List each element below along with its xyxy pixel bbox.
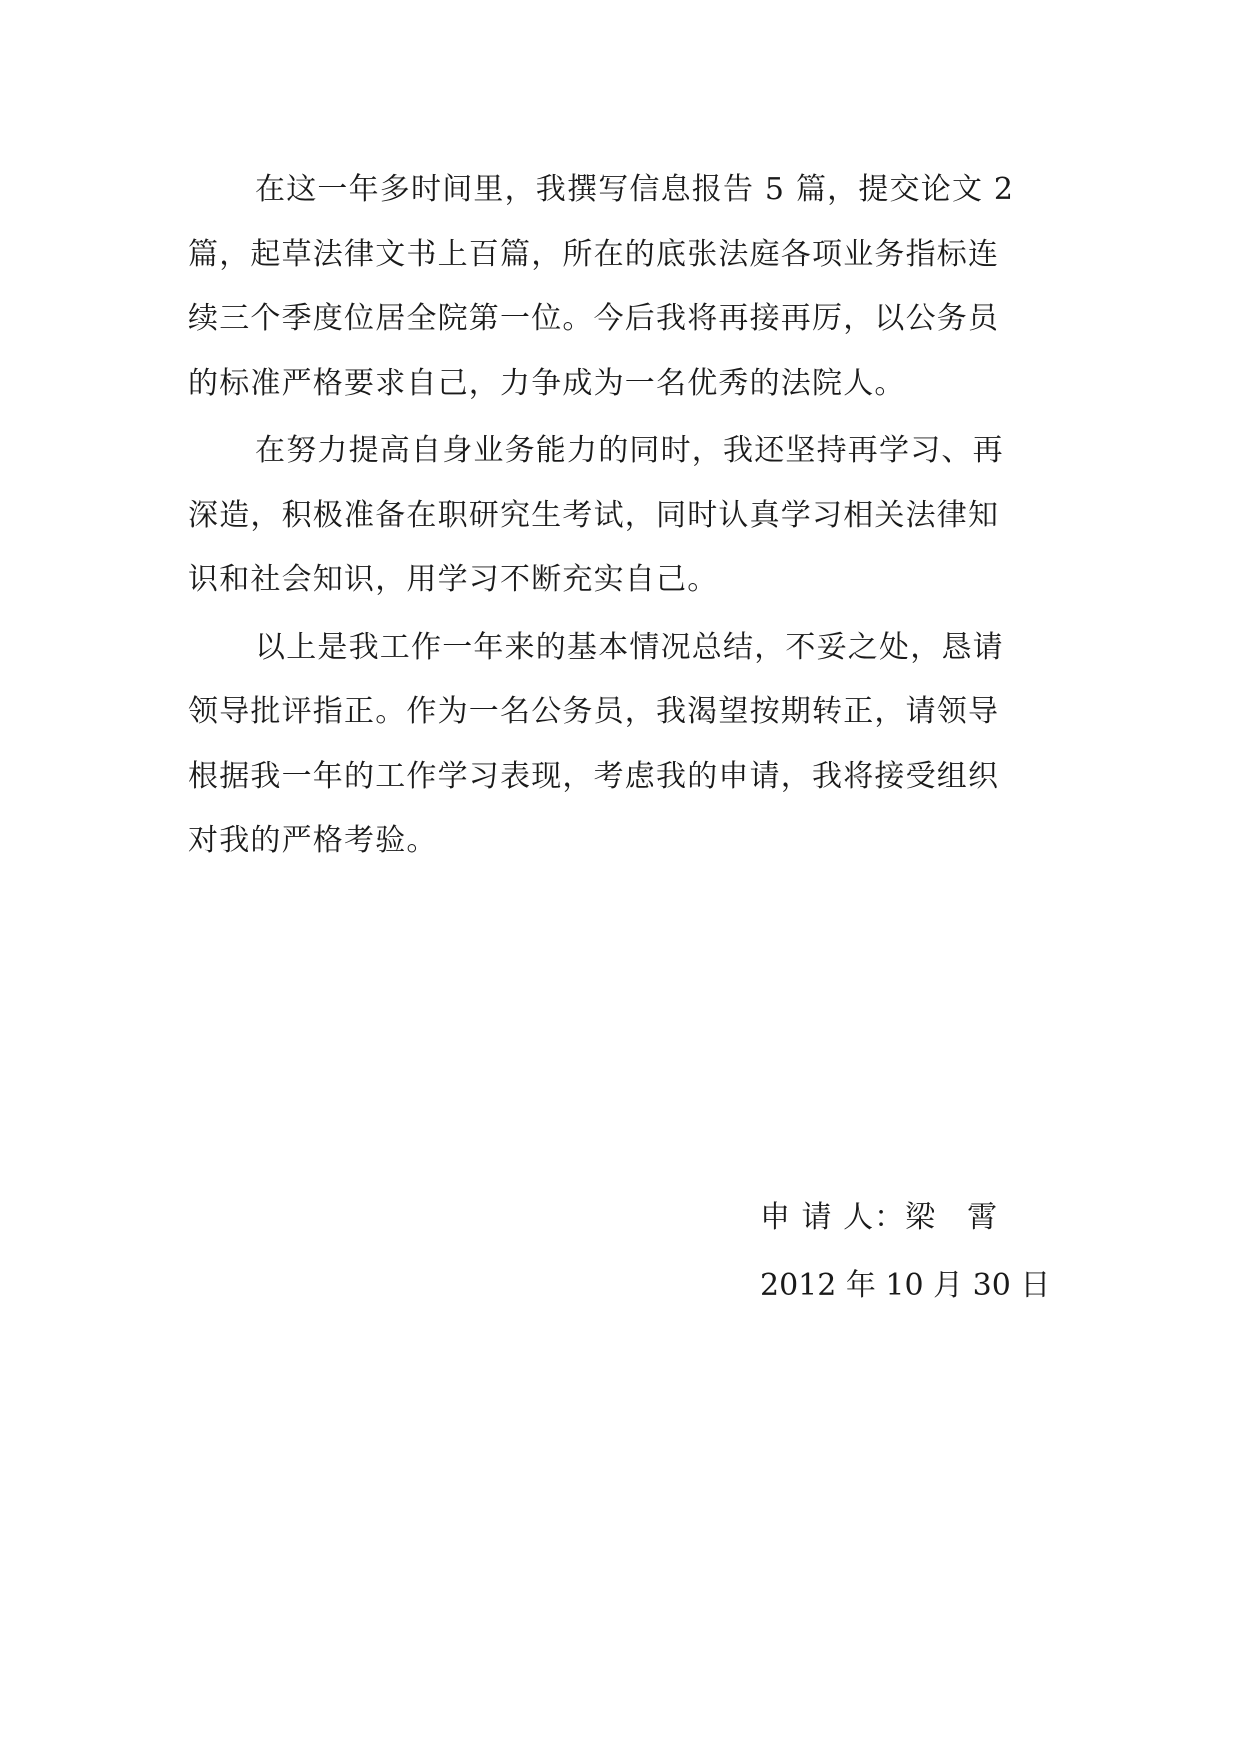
paragraph-line: 根据我一年的工作学习表现，考虑我的申请，我将接受组织 (188, 758, 1000, 794)
paragraph-line: 以上是我工作一年来的基本情况总结，不妥之处，恳请 (255, 629, 1004, 665)
paragraph-line: 在这一年多时间里，我撰写信息报告 5 篇，提交论文 2 (255, 172, 1015, 207)
signature-date: 2012 年 10 月 30 日 (760, 1268, 1051, 1303)
paragraph-line: 续三个季度位居全院第一位。今后我将再接再厉，以公务员 (188, 301, 1000, 336)
paragraph-line: 篇，起草法律文书上百篇，所在的底张法庭各项业务指标连 (188, 236, 1000, 272)
paragraph-1 (188, 158, 1048, 416)
paragraph-line: 在努力提高自身业务能力的同时，我还坚持再学习、再 (255, 433, 1004, 468)
paragraph-line: 领导批评指正。作为一名公务员，我渴望按期转正，请领导 (188, 694, 1000, 729)
paragraph-line: 深造，积极准备在职研究生考试，同时认真学习相关法律知 (188, 497, 1000, 533)
paragraph-line: 的标准严格要求自己，力争成为一名优秀的法院人。 (188, 365, 906, 401)
paragraph-line: 对我的严格考验。 (188, 823, 438, 858)
applicant-signature: 申 请 人：梁 霄 (760, 1200, 999, 1235)
paragraph-line: 识和社会知识，用学习不断充实自己。 (188, 562, 719, 597)
body-text (188, 158, 1048, 877)
paragraph-3 (188, 616, 1048, 874)
paragraph-2 (188, 419, 1048, 613)
